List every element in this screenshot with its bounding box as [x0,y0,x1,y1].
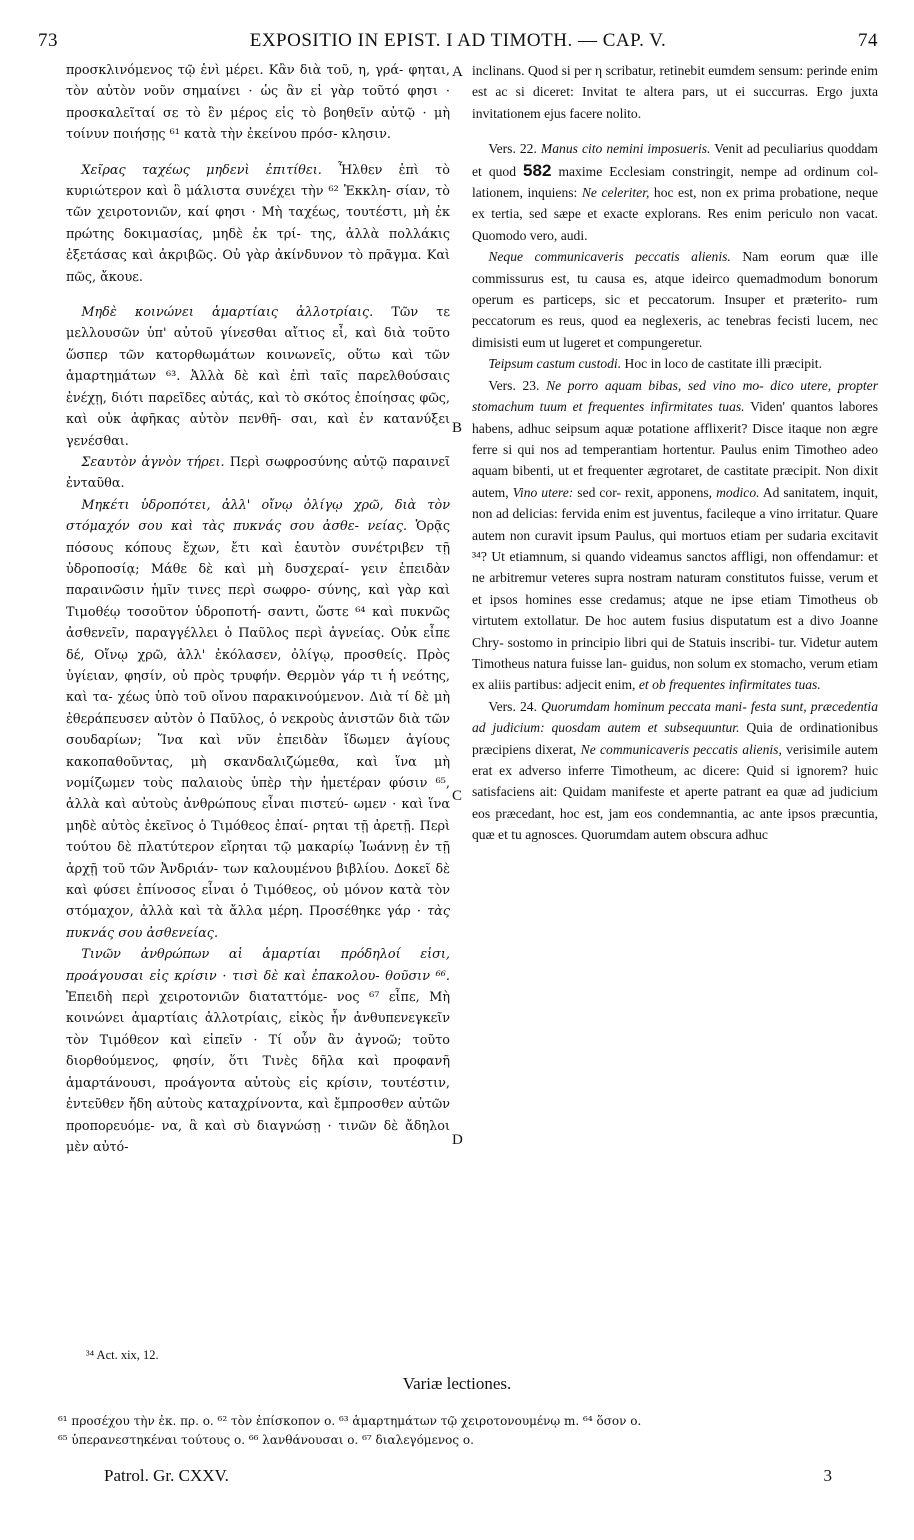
gathering-number: 3 [823,1466,832,1485]
variae-lectiones-title: Variæ lectiones. [402,1374,512,1393]
latin-quote: Ne communicaveris peccatis alienis, [580,741,782,757]
page-footer [104,1466,832,1490]
latin-text: Nam eorum quæ ille commissurus est, tu causa es, atque ideirco quemadmodum bonorum operum es particeps, sic et peccatorum. Insuper et præterito- rum peccatorum es reus, quod ea neglexeris, ac tenebras fecisti lucem, nec dimisisti eum ut lugeret et compungeretur. [472,249,878,350]
section-mark-c: C [452,788,463,804]
latin-text: Quia de ordinationibus præcipiens dixerat, [472,720,878,757]
greek-paragraph [66,495,450,945]
latin-lemma: Quorumdam hominum peccata mani- festa sunt, præcedentia ad judicium: quosdam autem et subsequuntur. [472,698,878,736]
latin-paragraph [472,353,878,374]
latin-paragraph [472,138,878,246]
greek-paragraph [66,160,450,288]
latin-quote: modico. [716,484,760,500]
latin-text: verisimile autem erat ex adverso inferre Timotheum, ac dicere: Quid si ignorem? huic satisfaciens ait: Quidam manifeste et aperte patrant ea quæ ad judicium eos præcedant, hoc est, jam eos condemnantia, ac ante ipsos præcuntia, quæ et tu agnosces. Quorumdam autem obscura adhuc [472,741,878,843]
section-mark-b: B [452,420,463,436]
migne-page-number: 582 [523,160,552,180]
variant-readings [58,1412,888,1450]
running-title: EXPOSITIO IN EPIST. I AD TIMOTH. — CAP. V. [249,30,667,51]
page-number-left: 73 [38,30,58,51]
section-mark-a: A [452,64,463,80]
latin-text: maxime Ecclesiam constringit, nempe ad ordinum col- lationem, inquiens: [472,163,878,201]
latin-quote: Vino utere: [512,484,574,500]
latin-text: Venit ad peculiarius quoddam et quod [472,141,878,179]
greek-lemma: Τινῶν ἀνθρώπων αἱ ἁμαρτίαι πρόδηλοί εἰσι, προάγουσαι εἰς κρίσιν · τισὶ δὲ καὶ ἐπακολου- θοῦσιν ⁶⁶. [66,947,450,984]
greek-paragraph [66,452,450,495]
latin-column [472,60,878,1350]
greek-lemma: Μηδὲ κοινώνει ἁμαρτίαις ἀλλοτρίαις. [81,305,374,321]
variant-line: ⁶⁵ ὑπερανεστηκέναι τούτους ο. ⁶⁶ λανθάνουσαι ο. ⁶⁷ διαλεγόμενος ο. [58,1433,474,1447]
variant-line: ⁶¹ προσέχου τὴν ἐκ. πρ. ο. ⁶² τὸν ἐπίσκοπον ο. ⁶³ ἁμαρτημάτων τῷ χειροτονουμένῳ m. ⁶⁴ ὅσον ο. [58,1414,642,1428]
greek-column [66,60,450,1350]
latin-lemma: Teipsum castum custodi. [488,356,622,372]
latin-lemma: Ne porro aquam bibas, sed vino mo- dico utere, propter stomachum tuum et frequentes infirmitates tuas. [472,377,878,415]
latin-paragraph: inclinans. Quod si per η scribatur, retinebit eumdem sensum: perinde enim est ac si diceret: Invitat te altera pars, ut ei succurras. Ergo juxta invitationem ejus facere nolito. [472,63,878,121]
latin-paragraph [472,696,878,846]
signature-mark: Patrol. Gr. CXXV. [104,1466,229,1485]
verse-heading: Vers. 24. [488,698,537,714]
greek-lemma: τὰς πυκνάς σου ἀσθενείας. [66,904,450,941]
greek-text: Ὁρᾷς πόσους κόπους ἔχων, ἔτι καὶ ἑαυτὸν συνέτριβεν τῇ ὑδροποσίᾳ; Μάθε δὲ καὶ μὴ δυσχεραί- γειν ἐπειδὰν παραινῶσιν ἡμῖν τινες περὶ σωφρο- σύνης, καὶ γὰρ καὶ Τιμοθέῳ τοσοῦτον ὑδροποτή- σαντι, ὥστε ⁶⁴ καὶ πυκνῶς ἀσθενεῖν, παραγγέλλει ὁ Παῦλος περὶ ἁγνείας. Οὐκ εἶπε δέ, Οἴνῳ χρῶ, ἀλλ' ἐκόλασεν, ὀλίγῳ, προσθείς. Πρὸς ὑγίειαν, φησίν, οὐ πρὸς τρυφήν. Θερμὸν γάρ τι ἡ νεότης, καὶ τα- χέως ὑπὸ τοῦ οἴνου παρακινούμενον. Διὰ τί δὲ μὴ ἐθεράπευσεν αὐτὸν ὁ Παῦλος, ὁ νεκροὺς ἀνιστῶν διὰ τῶν σουδαρίων; Ἵνα καὶ νῦν ἐπειδὰν ἴδωμεν ἁγίους κακοπαθοῦντας, μὴ σκανδαλιζώμεθα, καὶ ἵνα μὴ νομίζωμεν τοὺς παλαιοὺς ὑπὲρ τὴν ἡμετέραν φύσιν ⁶⁵, ἀλλὰ καὶ αὐτοὺς ἀνθρώπους εἶναι πιστεύ- ωμεν · καὶ ἵνα μηδὲ αὐτὸς ἐκεῖνος ὁ Τιμόθεος ἐπαί- ρηται τῇ ἀρετῇ. Περὶ τούτου δὲ πλατύτερον εἴρηται τῷ μακαρίῳ Ἰωάννῃ ἐν τῇ ἀρχῇ τοῦ τῶν Ἀνδριάν- των καλουμένου βιβλίου. Δοκεῖ δὲ καὶ φύσει ἐπίνοσος εἶναι ὁ Τιμόθεος, οὐ μόνον κατὰ τὸν στόμαχον, ἀλλὰ καὶ τὰ ἄλλα μέρη. Προσέθηκε γάρ · [66,519,450,920]
greek-lemma: Μηκέτι ὑδροπότει, ἀλλ' οἴνῳ ὀλίγῳ χρῶ, διὰ τὸν στόμαχόν σου καὶ τὰς πυκνάς σου ἀσθε- νείας. [66,497,450,535]
latin-paragraph [472,246,878,353]
greek-lemma: Σεαυτὸν ἁγνὸν τήρει. [81,454,225,470]
verse-heading: Vers. 22. [488,141,537,157]
greek-text: Ἦλθεν ἐπὶ τὸ κυριώτερον καὶ ὃ μάλιστα συνέχει τὴν ⁶² Ἐκκλη- σίαν, τὸ τῶν χειροτονιῶν, καί φησι · Μὴ ταχέως, τουτέστι, μὴ ἐκ πρώτης δοκιμασίας, μηδὲ ἐκ τρί- της, ἀλλὰ πολλάκις ἐξετάσας καὶ ἀκριβῶς. Οὐ γὰρ ἀκίνδυνον τὸ πρᾶγμα. Καὶ πῶς, ἄκουε. [66,162,450,285]
latin-text: Viden' quantos labores habens, adhuc seipsum aquæ potatione afflixerit? Disce itaque non ægre ferre si qui nos ad temperantiam hortentur. Paulus enim Timotheo adeo aquam bibenti, ut et frequenter ægrotaret, de castitate præcipit. Non dixit autem, [472,399,878,500]
greek-lemma: Χεῖρας ταχέως μηδενὶ ἐπιτίθει. [81,162,322,178]
latin-quote: et ob frequentes infirmitates tuas. [638,677,821,693]
latin-text: Ad sanitatem, inquit, non ad delicias: fervida enim est juventus, facileque a vino irritatur. Quare autem non curavit ipsum Paulus, qui mortuos etiam per sudaria excitavit ³⁴? Ut etiamnum, si quando videamus sanctos affligi, non offendamur: et ne arbitremur veteres supra nostram naturam constitutos fuisse, verum et et ipsos homines esse credamus; atque ne ipse etiam Timotheus ob virtutem extollatur. De hoc autem fusius disputatum est a divo Joanne Chry- sostomo in principio libri qui de Statuis inscribi- tur. Videtur autem Timotheus natura fuisse lan- guidus, non solum ex stomacho, verum etiam ex aliis partibus: adjecit enim, [472,484,878,693]
latin-paragraph [472,375,878,696]
greek-paragraph [66,302,450,452]
verse-heading: Vers. 23. [488,377,540,393]
latin-text: Hoc in loco de castitate illi præcipit. [624,356,822,372]
latin-quote: Ne celeriter, [581,185,650,201]
greek-text: Ἐπειδὴ περὶ χειροτονιῶν διαταττόμε- νος ⁶⁷ εἶπε, Μὴ κοινώνει ἁμαρτίαις ἀλλοτρίαις, εἰκὸς ἦν ἀνθυπενεγκεῖν τὸν Τιμόθεον καὶ εἰπεῖν · Τί οὖν ἂν ἀγνοῶ; τοῦτο διορθούμενος, φησίν, ὅτι Τινὲς δῆλα καὶ προφανῆ ἁμαρτάνουσι, προάγοντα αὐτοὺς εἰς κρίσιν, τουτέστιν, ἐντεῦθεν ἤδη αὐτοὺς καταχρίνοντα, καὶ ἔμπροσθεν αὐτῶν προπορευόμε- να, ἃ καὶ σὺ διαγνώσῃ · τινῶν δὲ ἄδηλοι μὲν αὐτό- [66,990,450,1155]
latin-text: hoc est, non ex prima probatione, neque ex tertia, sed sæpe et exacte explorans. Res enim periculo non vacat. Quomodo vero, audi. [472,185,878,243]
latin-lemma: Neque communicaveris peccatis alienis. [488,249,731,265]
greek-text: Περὶ σωφροσύνης αὐτῷ παραινεῖ ἐνταῦθα. [66,454,450,492]
latin-text: sed cor- rexit, apponens, [577,484,713,500]
greek-paragraph [66,944,450,1158]
latin-lemma: Manus cito nemini imposueris. [540,141,711,157]
page-number-right: 74 [858,30,878,51]
footnote: ³⁴ Act. xix, 12. [86,1348,159,1362]
section-mark-d: D [452,1132,463,1148]
greek-text: Τῶν τε μελλουσῶν ὑπ' αὐτοῦ γίνεσθαι αἴτιος εἶ, καὶ διὰ τοῦτο ὥσπερ τῶν κατορθωμάτων κοινωνεῖς, οὕτω καὶ τῶν ἁμαρτημάτων ⁶³. Ἀλλὰ δὲ καὶ ἐπὶ ταῖς παρελθούσαις ἐνέχῃ, διότι παρεῖδες αὐτάς, καὶ τὸ σκότος ἐποίησας φῶς, καὶ οὐκ ἀφῆκας αὐτὸν πενθῆ- σαι, καὶ ἐν κατανύξει γενέσθαι. [66,305,450,449]
running-header [38,30,878,56]
greek-paragraph: προσκλινόμενος τῷ ἑνὶ μέρει. Κἂν διὰ τοῦ, η, γρά- φηται, τὸν αὐτὸν νοῦν σημαίνει · ὡς ἂν εἰ γὰρ τοῦτό φησι · προσκαλεῖταί σε τὸ ἓν μέρος εἰς τὸ βοηθεῖν αὐτῷ · μὴ τοίνυν ποιήσῃς ⁶¹ κατὰ τὴν ἐκείνου πρόσ- κλησιν. [66,63,450,143]
